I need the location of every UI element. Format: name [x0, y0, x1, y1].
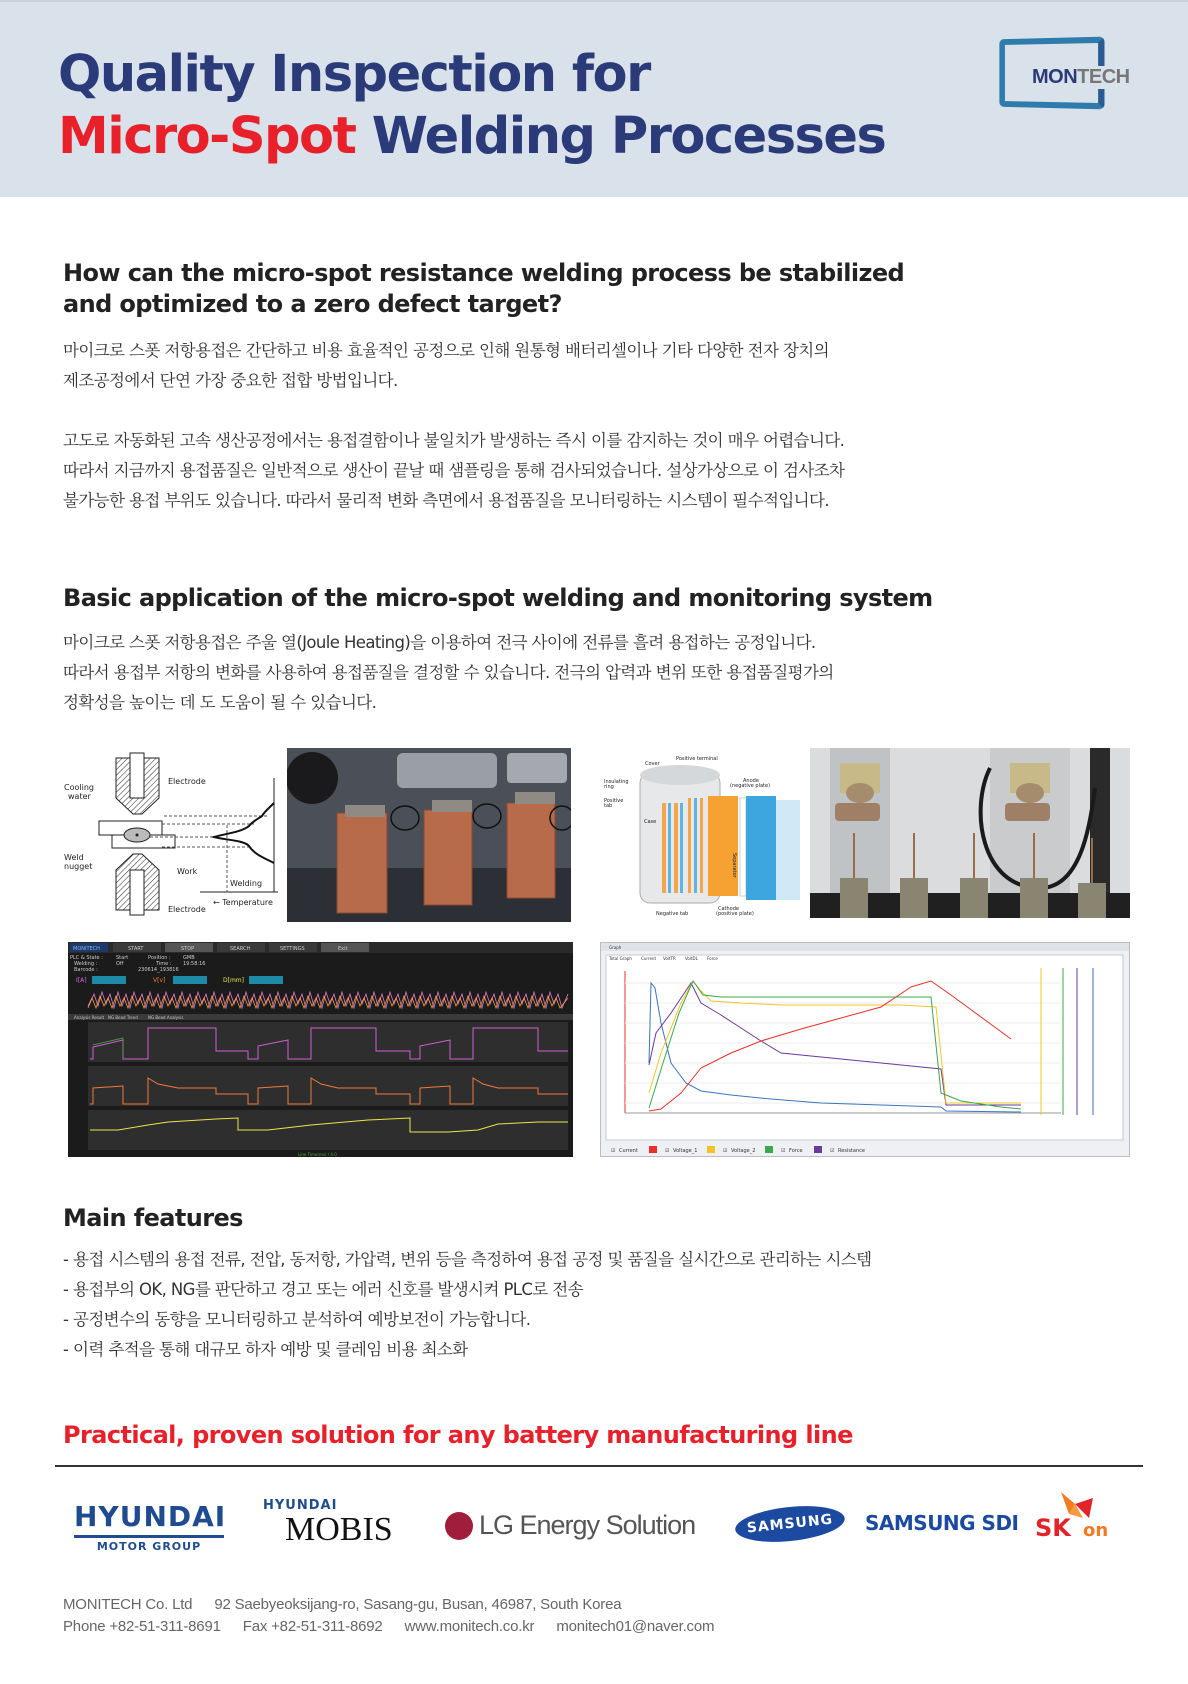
- monitoring-software-screenshot: [68, 942, 573, 1157]
- samsung-sdi-logo: SAMSUNG SDI: [865, 1511, 1019, 1535]
- footer-fax: Fax +82-51-311-8692: [242, 1618, 383, 1635]
- svg-text:Separator: Separator: [731, 853, 737, 878]
- battery-cell-diagram: [600, 748, 810, 920]
- svg-text:Voltage_2: Voltage_2: [731, 1148, 756, 1154]
- svg-text:☑: ☑: [830, 1148, 835, 1154]
- page-title: [58, 44, 885, 168]
- divider: [55, 1465, 1143, 1467]
- logo-mon: MON: [1032, 66, 1078, 88]
- svg-text:Welding :: Welding :: [74, 961, 98, 967]
- footer-company: MONITECH Co. Ltd: [63, 1596, 193, 1613]
- svg-text:SEARCH: SEARCH: [230, 946, 251, 952]
- svg-text:Welding: Welding: [230, 879, 263, 888]
- svg-text:I[A]: I[A]: [76, 977, 87, 984]
- svg-text:Time :: Time :: [156, 961, 172, 967]
- svg-text:Start: Start: [116, 955, 129, 961]
- svg-text:Positive: Positive: [604, 798, 624, 804]
- dark-screen-logo: MONITECH: [73, 946, 100, 952]
- features-list: [63, 1245, 872, 1365]
- svg-text:← Temperature: ← Temperature: [213, 898, 273, 907]
- svg-text:Barcode :: Barcode :: [74, 967, 98, 973]
- lg-circle-icon: [445, 1512, 473, 1540]
- svg-text:D[mm]: D[mm]: [223, 977, 244, 984]
- svg-text:START: START: [128, 946, 144, 952]
- svg-text:Case: Case: [644, 819, 657, 825]
- section1-paragraph-1: 마이크로 스폿 저항용접은 간단하고 비용 효율적인 공정으로 인해 원통형 배터리셀이나 기타 다양한 전자 장치의 제조공정에서 단연 가장 중요한 접합 방법입니다.: [63, 341, 829, 390]
- hyundai-mobis-logo: HYUNDAI MOBIS: [263, 1498, 393, 1548]
- svg-text:water: water: [68, 792, 91, 801]
- svg-text:ring: ring: [604, 784, 614, 790]
- svg-text:Negative tab: Negative tab: [656, 911, 689, 917]
- svg-text:☑: ☑: [781, 1148, 786, 1154]
- title-line-1: Quality Inspection for: [58, 45, 650, 104]
- svg-text:19:58:16: 19:58:16: [183, 961, 206, 967]
- svg-text:Force: Force: [707, 956, 718, 961]
- section2-heading: Basic application of the micro-spot welding and monitoring system: [63, 584, 933, 612]
- svg-text:Voltage_1: Voltage_1: [673, 1148, 698, 1154]
- svg-text:Current: Current: [641, 956, 657, 961]
- svg-text:tab: tab: [604, 803, 613, 809]
- welding-diagram: [64, 748, 280, 920]
- section2-paragraph: 마이크로 스폿 저항용접은 주울 열(Joule Heating)을 이용하여 전극 사이에 전류를 흘려 용접하는 공정입니다. 따라서 용접부 저항의 변화를 사용하여 용접품질을 결정할 수 있습니다. 전극의 압력과 변위 또한 용접품질평가의 정확성을 높이는 데 도 도움이 될 수 있습니다.: [63, 633, 834, 712]
- svg-text:Insulating: Insulating: [604, 779, 629, 785]
- welding-machine-photo: [810, 748, 1130, 918]
- svg-text:GMB: GMB: [183, 955, 195, 961]
- header-banner: [0, 0, 1188, 197]
- svg-text:NG Bead Trend: NG Bead Trend: [108, 1015, 138, 1020]
- svg-text:nugget: nugget: [64, 862, 93, 871]
- svg-text:☑: ☑: [665, 1148, 670, 1154]
- hyundai-motor-group-logo: HYUNDAI MOTOR GROUP: [74, 1500, 227, 1553]
- svg-text:SETTINGS: SETTINGS: [280, 946, 305, 952]
- graph-window-screenshot: [600, 942, 1130, 1157]
- list-item: - 용접부의 OK, NG를 판단하고 경고 또는 에러 신호를 발생시켜 PLC로 전송: [63, 1280, 583, 1299]
- svg-text:V[v]: V[v]: [153, 977, 166, 984]
- section1-heading: How can the micro-spot resistance welding process be stabilized and optimized to a zero defect target?: [63, 259, 905, 318]
- logo-tech: TECH: [1077, 66, 1130, 88]
- monitech-logo: [997, 38, 1159, 110]
- svg-text:Weld: Weld: [64, 853, 84, 862]
- svg-text:PLC & State :: PLC & State :: [70, 955, 103, 961]
- svg-text:Position :: Position :: [148, 955, 171, 961]
- list-item: - 용접 시스템의 용접 전류, 전압, 동저항, 가압력, 변위 등을 측정하여 용접 공정 및 품질을 실시간으로 관리하는 시스템: [63, 1250, 872, 1269]
- list-item: - 이력 추적을 통해 대규모 하자 예방 및 클레임 비용 최소화: [63, 1340, 468, 1359]
- svg-text:Total Graph: Total Graph: [609, 956, 632, 961]
- svg-text:(positive plate): (positive plate): [716, 911, 754, 917]
- svg-text:VoltTR: VoltTR: [663, 956, 676, 961]
- svg-text:NG Bead Analysis: NG Bead Analysis: [148, 1015, 184, 1020]
- footer-phone: Phone +82-51-311-8691: [63, 1618, 221, 1635]
- svg-text:☑: ☑: [611, 1148, 616, 1154]
- svg-text:Electrode: Electrode: [168, 777, 206, 786]
- section3-heading: Main features: [63, 1204, 243, 1232]
- svg-text:STOP: STOP: [181, 946, 195, 952]
- svg-text:Line Time(ms) / 4.0: Line Time(ms) / 4.0: [298, 1152, 337, 1157]
- svg-text:Resistance: Resistance: [838, 1148, 865, 1154]
- title-line-2-rest: Welding Processes: [371, 107, 886, 166]
- svg-text:☑: ☑: [723, 1148, 728, 1154]
- tagline: Practical, proven solution for any battery manufacturing line: [63, 1421, 853, 1449]
- svg-text:(negative plate): (negative plate): [730, 783, 771, 789]
- footer: [63, 1594, 736, 1638]
- svg-text:Off: Off: [116, 961, 124, 967]
- label-cooling-water: Cooling: [64, 783, 94, 792]
- samsung-logo: SAMSUNG: [734, 1501, 847, 1546]
- title-highlight: Micro-Spot: [58, 107, 356, 166]
- svg-text:Positive terminal: Positive terminal: [676, 756, 718, 762]
- footer-website-link[interactable]: www.monitech.co.kr: [404, 1618, 535, 1635]
- svg-text:Exit: Exit: [338, 946, 348, 952]
- title-line-2: [58, 106, 885, 168]
- sk-on-logo: SK on: [1035, 1492, 1115, 1542]
- svg-text:Cathode: Cathode: [718, 906, 739, 912]
- svg-text:Force: Force: [789, 1148, 803, 1154]
- footer-email-link[interactable]: monitech01@naver.com: [556, 1618, 715, 1635]
- svg-text:230614_193816: 230614_193816: [138, 967, 179, 973]
- svg-text:VoltDL: VoltDL: [685, 956, 698, 961]
- svg-text:Work: Work: [177, 867, 198, 876]
- lg-energy-solution-logo: LG Energy Solution: [445, 1510, 695, 1541]
- copper-tab-photo: [287, 748, 571, 922]
- svg-text:Anode: Anode: [743, 778, 759, 784]
- label-cover: Cover: [645, 761, 660, 767]
- svg-text:Electrode: Electrode: [168, 905, 206, 914]
- svg-text:Current: Current: [619, 1148, 638, 1154]
- section1-paragraph-2: 고도로 자동화된 고속 생산공정에서는 용접결함이나 불일치가 발생하는 즉시 이를 감지하는 것이 매우 어렵습니다. 따라서 지금까지 용접품질은 일반적으로 생산이 끝날 때 샘플링을 통해 검사되었습니다. 설상가상으로 이 검사조차 불가능한 용접 부위도 있습니다. 따라서 물리적 변화 측면에서 용접품질을 모니터링하는 시스템이 필수적입니다.: [63, 431, 845, 510]
- list-item: - 공정변수의 동향을 모니터링하고 분석하여 예방보전이 가능합니다.: [63, 1310, 531, 1329]
- graph-window-title: Graph: [609, 945, 622, 950]
- svg-text:Analysis Result: Analysis Result: [74, 1015, 105, 1020]
- footer-address: 92 Saebyeoksijang-ro, Sasang-gu, Busan, 46987, South Korea: [214, 1596, 622, 1613]
